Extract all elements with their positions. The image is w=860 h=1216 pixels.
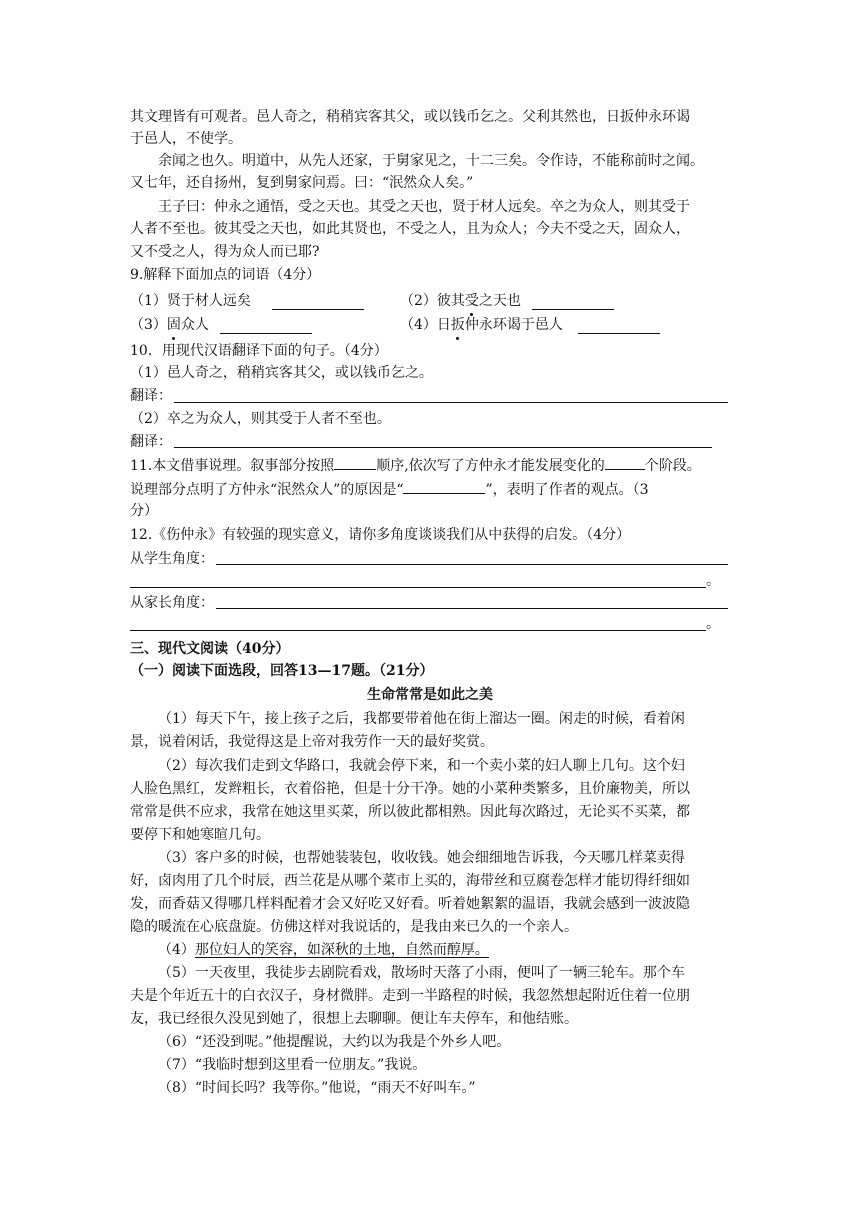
q11-blank-stages[interactable] bbox=[605, 454, 645, 470]
q9-item-2: （2）彼其受之天也 bbox=[400, 290, 521, 312]
q12-parent-line-1[interactable] bbox=[216, 608, 728, 609]
article-p5-line-2: 夫是个年近五十的白衣汉子，身材微胖。走到一半路程的时候，我忽然想起附近住着一位朋 bbox=[130, 988, 690, 1004]
intro-line-5: 王子曰：仲永之通悟，受之天也。其受之天也，贤于材人远矣。卒之为众人，则其受于 bbox=[158, 199, 690, 215]
article-p3-line-1: （3）客户多的时候，也帮她装装包，收收钱。她会细细地告诉我，今天哪几样菜卖得 bbox=[158, 850, 685, 866]
q10-translate-label-2: 翻译： bbox=[130, 434, 172, 450]
article-p3-line-4: 隐的暖流在心底盘旋。仿佛这样对我说话的，是我由来已久的一个亲人。 bbox=[130, 919, 578, 935]
article-p8: （8）“时间长吗？我等你。”他说，“雨天不好叫车。” bbox=[158, 1080, 476, 1096]
q9-item-4: （4）日扳仲永环谒于邑人 bbox=[400, 314, 563, 336]
article-title: 生命常常是如此之美 bbox=[367, 687, 493, 703]
article-p3-line-2: 好，卤肉用了几个时辰，西兰花是从哪个菜市上买的，海带丝和豆腐卷怎样才能切得纤细如 bbox=[130, 873, 690, 889]
article-p4 bbox=[158, 939, 489, 961]
article-p2-line-2: 人脸色黑红，发辫粗长，衣着俗艳，但是十分干净。她的小菜种类繁多，且价廉物美，所以 bbox=[130, 781, 690, 797]
q11-blank-order[interactable] bbox=[334, 454, 376, 470]
q11-line-3: 分） bbox=[130, 503, 158, 519]
article-p4-underlined-sentence: 那位妇人的笑容，如深秋的土地，自然而醇厚。 bbox=[194, 942, 489, 958]
q10-translate-label-1: 翻译： bbox=[130, 388, 172, 404]
q10-stem: 10．用现代汉语翻译下面的句子。（4分） bbox=[130, 343, 388, 359]
article-p1-line-1: （1）每天下午，接上孩子之后，我都要带着他在街上溜达一圈。闲走的时候，看着闲 bbox=[158, 711, 685, 727]
article-p5-line-3: 友，我已经很久没见到她了，很想上去聊聊。便让车夫停车，和他结账。 bbox=[130, 1011, 578, 1027]
q9-answer-3-blank[interactable] bbox=[220, 333, 312, 334]
article-p6: （6）“还没到呢。”他提醒说，大约以为我是个外乡人吧。 bbox=[158, 1034, 511, 1050]
article-p7: （7）“我临时想到这里看一位朋友。”我说。 bbox=[158, 1057, 427, 1073]
intro-line-2: 于邑人，不使学。 bbox=[130, 131, 242, 147]
q12-parent-line-2[interactable] bbox=[130, 630, 706, 631]
q12-student-end-mark: 。 bbox=[706, 573, 720, 589]
article-p3-line-3: 发，而香菇又得哪几样料配着才会又好吃又好看。听着她絮絮的温语，我就会感到一波波隐 bbox=[130, 896, 690, 912]
q11-blank-reason[interactable] bbox=[403, 478, 485, 494]
section-3-subtitle: （一）阅读下面选段，回答13—17题。（21分） bbox=[130, 663, 434, 679]
q9-stem: 9.解释下面加点的词语（4分） bbox=[130, 267, 321, 283]
q12-parent-label: 从家长角度： bbox=[130, 595, 214, 611]
article-p2-line-3: 常常是供不应求，我常在她这里买菜，所以彼此都相熟。因此每次路过，无论买不买菜，都 bbox=[130, 804, 690, 820]
intro-line-4: 又七年，还自扬州，复到舅家问焉。曰：“泯然众人矣。” bbox=[130, 175, 474, 191]
q9-item-4-dotted-word: 扳 bbox=[451, 314, 465, 336]
q9-item-2-dotted-word: 受 bbox=[465, 290, 479, 312]
q12-parent-end-mark: 。 bbox=[706, 616, 720, 632]
q11-line-2: 说理部分点明了方仲永“泯然众人”的原因是“ ”，表明了作者的观点。（3 bbox=[130, 478, 649, 501]
article-p2-line-4: 要停下和她寒暄几句。 bbox=[130, 827, 270, 843]
article-p2-line-1: （2）每次我们走到文华路口，我就会停下来，和一个卖小菜的妇人聊上几句。这个妇 bbox=[158, 758, 685, 774]
q12-student-label: 从学生角度： bbox=[130, 551, 214, 567]
q9-item-3-dotted-word: 固 bbox=[167, 314, 181, 336]
q12-student-line-2[interactable] bbox=[130, 587, 706, 588]
q9-answer-2-blank[interactable] bbox=[532, 309, 614, 310]
q10-answer-2-line[interactable] bbox=[174, 447, 712, 448]
article-p4-number: （4） bbox=[158, 942, 195, 958]
q10-answer-1-line[interactable] bbox=[174, 402, 728, 403]
q11-line-1: 11.本文借事说理。叙事部分按照 顺序,依次写了方仲永才能发展变化的 个阶段。 bbox=[130, 454, 701, 477]
article-p1-line-2: 景，说着闲话，我觉得这是上帝对我劳作一天的最好奖赏。 bbox=[130, 734, 494, 750]
q9-answer-4-blank[interactable] bbox=[578, 333, 660, 334]
q12-stem: 12.《伤仲永》有较强的现实意义，请你多角度谈谈我们从中获得的启发。（4分） bbox=[130, 527, 631, 543]
q10-sentence-2: （2）卒之为众人，则其受于人者不至也。 bbox=[130, 411, 391, 427]
q9-item-1 bbox=[130, 290, 251, 312]
q9-item-1-text: （1）贤于材人远矣 bbox=[130, 293, 251, 309]
q10-sentence-1: （1）邑人奇之，稍稍宾客其父，或以钱币乞之。 bbox=[130, 365, 433, 381]
section-3-title: 三、现代文阅读（40分） bbox=[130, 641, 290, 657]
intro-line-1: 其文理皆有可观者。邑人奇之，稍稍宾客其父，或以钱币乞之。父利其然也，日扳仲永环谒 bbox=[130, 109, 690, 125]
q9-item-3: （3）固众人 bbox=[130, 314, 209, 336]
intro-line-6: 人者不至也。彼其受之天也，如此其贤也，不受之人，且为众人；今夫不受之天，固众人， bbox=[130, 221, 690, 237]
q12-student-line-1[interactable] bbox=[216, 564, 728, 565]
article-p5-line-1: （5）一天夜里，我徒步去剧院看戏，散场时天落了小雨，便叫了一辆三轮车。那个车 bbox=[158, 965, 685, 981]
intro-line-3: 余闻之也久。明道中，从先人还家，于舅家见之，十二三矣。令作诗，不能称前时之闻。 bbox=[158, 153, 704, 169]
q9-answer-1-blank[interactable] bbox=[272, 309, 364, 310]
intro-line-7: 又不受之人，得为众人而已耶? bbox=[130, 244, 320, 260]
